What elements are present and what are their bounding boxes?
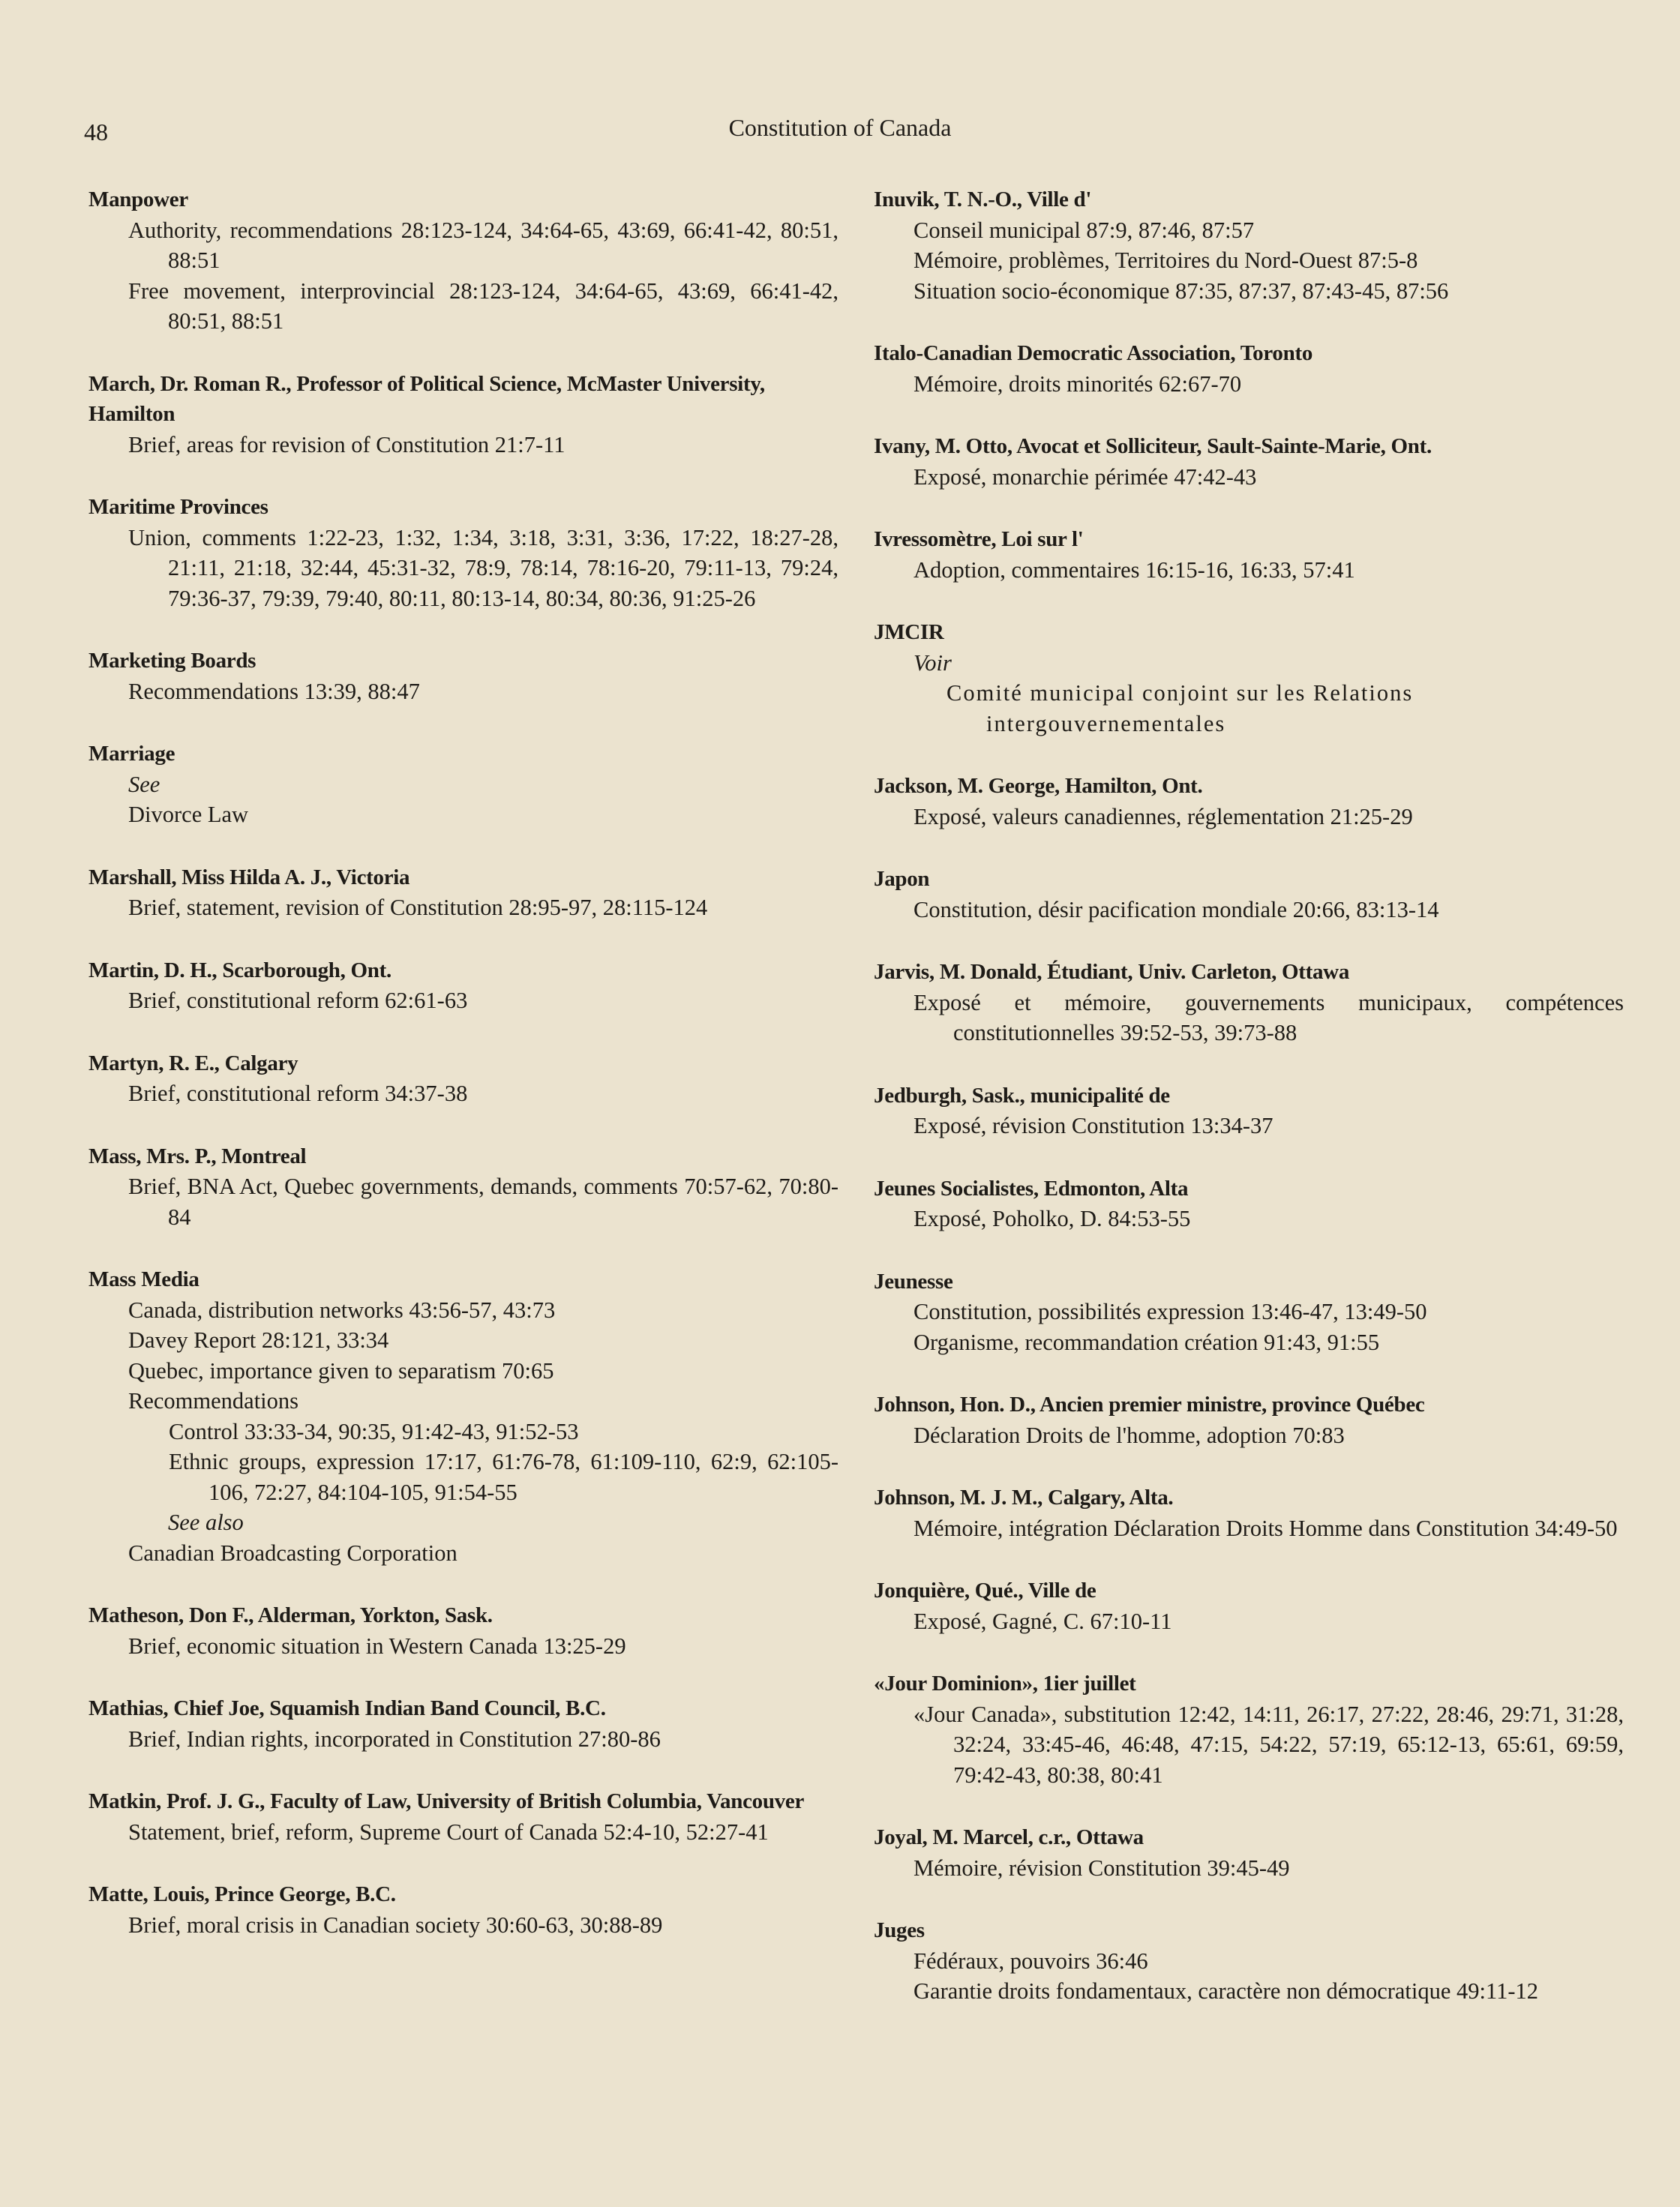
entry-subentry: Free movement, interprovincial 28:123-124, 34:64-65, 43:69, 66:41-42, 80:51, 88:51 bbox=[128, 277, 838, 334]
entry-subentry: Déclaration Droits de l'homme, adoption 70:83 bbox=[914, 1422, 1345, 1448]
index-entry bbox=[874, 1483, 1624, 1543]
entry-heading: Italo-Canadian Democratic Association, Toronto bbox=[874, 341, 1313, 365]
index-entry bbox=[88, 646, 838, 706]
entry-subentry: Exposé, révision Constitution 13:34-37 bbox=[914, 1113, 1274, 1138]
entry-heading: Maritime Provinces bbox=[88, 495, 268, 519]
index-entry bbox=[874, 184, 1624, 306]
entry-heading: Jackson, M. George, Hamilton, Ont. bbox=[874, 774, 1203, 798]
entry-heading: Marketing Boards bbox=[88, 649, 256, 673]
entry-subentry: Quebec, importance given to separatism 70:65 bbox=[128, 1357, 554, 1384]
entry-heading: Jonquière, Qué., Ville de bbox=[874, 1579, 1096, 1603]
index-entry bbox=[88, 1600, 838, 1661]
entry-subentry: Statement, brief, reform, Supreme Court of Canada 52:4-10, 52:27-41 bbox=[128, 1819, 769, 1845]
entry-subentry: Exposé, valeurs canadiennes, réglementation 21:25-29 bbox=[914, 803, 1413, 829]
entry-subentry: Garantie droits fondamentaux, caractère non démocratique 49:11-12 bbox=[914, 1978, 1539, 2004]
index-entry bbox=[874, 1915, 1624, 2007]
index-entry bbox=[874, 771, 1624, 832]
entry-subentry: Recommendations bbox=[128, 1388, 299, 1414]
right-column bbox=[874, 184, 1624, 2039]
index-entry bbox=[874, 1081, 1624, 1141]
entry-subentry: Constitution, possibilités expression 13:46-47, 13:49-50 bbox=[914, 1299, 1427, 1324]
entry-heading: Ivressomètre, Loi sur l' bbox=[874, 527, 1084, 551]
index-entry bbox=[874, 1174, 1624, 1234]
entry-subentry: Constitution, désir pacification mondiale 20:66, 83:13-14 bbox=[914, 896, 1439, 922]
index-entry bbox=[874, 1669, 1624, 1790]
entry-subentry: Davey Report 28:121, 33:34 bbox=[128, 1327, 389, 1353]
entry-heading: Manpower bbox=[88, 187, 188, 211]
entry-heading: Joyal, M. Marcel, c.r., Ottawa bbox=[874, 1825, 1144, 1849]
entry-subentry: «Jour Canada», substitution 12:42, 14:11, 26:17, 27:22, 28:46, 29:71, 31:28, 32:24, 33:45-46, 46:48, 47:15, 54:22, 57:19, 65:12-13, 65:61, 69:59, 79:42-43, 80:38, 80:41 bbox=[914, 1701, 1624, 1788]
entry-heading: Martin, D. H., Scarborough, Ont. bbox=[88, 958, 392, 982]
index-entry bbox=[88, 1693, 838, 1754]
entry-heading: Marriage bbox=[88, 742, 176, 766]
index-entry bbox=[88, 492, 838, 613]
entry-subentry: Brief, moral crisis in Canadian society 30:60-63, 30:88-89 bbox=[128, 1912, 663, 1938]
index-entry bbox=[874, 338, 1624, 399]
entry-subentry: Recommendations 13:39, 88:47 bbox=[128, 678, 420, 704]
entry-heading: Juges bbox=[874, 1918, 925, 1942]
entry-heading: March, Dr. Roman R., Professor of Political Science, McMaster University, Hamilton bbox=[88, 371, 765, 426]
entry-subentry: Mémoire, problèmes, Territoires du Nord-Ouest 87:5-8 bbox=[914, 247, 1418, 273]
entry-subentry: Mémoire, droits minorités 62:67-70 bbox=[914, 370, 1242, 397]
see-reference: Voir bbox=[914, 649, 952, 676]
entry-heading: Matkin, Prof. J. G., Faculty of Law, University of British Columbia, Vancouver bbox=[88, 1789, 805, 1813]
entry-heading: Jedburgh, Sask., municipalité de bbox=[874, 1083, 1170, 1108]
entry-subentry: Exposé, monarchie périmée 47:42-43 bbox=[914, 463, 1257, 490]
entry-subentry: Brief, constitutional reform 34:37-38 bbox=[128, 1081, 468, 1106]
index-entry bbox=[874, 864, 1624, 925]
entry-heading: Marshall, Miss Hilda A. J., Victoria bbox=[88, 865, 410, 889]
index-entry bbox=[88, 1048, 838, 1109]
index-entry bbox=[874, 524, 1624, 585]
entry-heading: Jeunes Socialistes, Edmonton, Alta bbox=[874, 1176, 1189, 1201]
index-entry bbox=[88, 184, 838, 337]
entry-heading: Matheson, Don F., Alderman, Yorkton, Sask. bbox=[88, 1603, 493, 1627]
entry-heading: Mathias, Chief Joe, Squamish Indian Band Council, B.C. bbox=[88, 1696, 606, 1720]
entry-heading: Johnson, Hon. D., Ancien premier ministre, province Québec bbox=[874, 1393, 1425, 1417]
entry-subentry: Situation socio-économique 87:35, 87:37, 87:43-45, 87:56 bbox=[914, 277, 1449, 304]
entry-subentry: Exposé, Poholko, D. 84:53-55 bbox=[914, 1206, 1191, 1231]
entry-subentry: Brief, areas for revision of Constitution 21:7-11 bbox=[128, 431, 566, 457]
entry-subentry: Exposé, Gagné, C. 67:10-11 bbox=[914, 1608, 1172, 1634]
index-entry bbox=[88, 739, 838, 830]
entry-heading: Johnson, M. J. M., Calgary, Alta. bbox=[874, 1486, 1174, 1510]
entry-heading: Inuvik, T. N.-O., Ville d' bbox=[874, 187, 1092, 211]
entry-subentry: Fédéraux, pouvoirs 36:46 bbox=[914, 1948, 1148, 1974]
entry-heading: Martyn, R. E., Calgary bbox=[88, 1051, 298, 1075]
entry-subsubentry: Ethnic groups, expression 17:17, 61:76-78, 61:109-110, 62:9, 62:105-106, 72:27, 84:104-105, 91:54-55 bbox=[169, 1449, 838, 1505]
entry-heading: JMCIR bbox=[874, 620, 944, 644]
index-entry bbox=[88, 1141, 838, 1233]
entry-subentry: Mémoire, intégration Déclaration Droits Homme dans Constitution 34:49-50 bbox=[914, 1515, 1618, 1541]
entry-subentry: Exposé et mémoire, gouvernements municipaux, compétences constitutionnelles 39:52-53, 39:73-88 bbox=[914, 989, 1624, 1045]
index-entry bbox=[874, 1390, 1624, 1450]
entry-subsubentry: Control 33:33-34, 90:35, 91:42-43, 91:52-53 bbox=[169, 1418, 579, 1444]
index-entry bbox=[874, 1576, 1624, 1636]
index-entry bbox=[88, 369, 838, 460]
entry-subentry: Brief, statement, revision of Constitution 28:95-97, 28:115-124 bbox=[128, 895, 708, 920]
entry-subentry: Conseil municipal 87:9, 87:46, 87:57 bbox=[914, 217, 1255, 243]
index-entry bbox=[874, 617, 1624, 739]
entry-subentry: Canada, distribution networks 43:56-57, 43:73 bbox=[128, 1297, 556, 1323]
entry-heading: Jeunesse bbox=[874, 1269, 953, 1294]
index-entry bbox=[88, 1879, 838, 1940]
entry-heading: Matte, Louis, Prince George, B.C. bbox=[88, 1882, 396, 1906]
index-entry bbox=[88, 955, 838, 1016]
index-entry bbox=[88, 862, 838, 923]
entry-subentry: Brief, economic situation in Western Canada 13:25-29 bbox=[128, 1633, 626, 1659]
entry-subentry: Brief, Indian rights, incorporated in Constitution 27:80-86 bbox=[128, 1726, 661, 1752]
see-reference: See bbox=[128, 771, 160, 797]
entry-heading: Jarvis, M. Donald, Étudiant, Univ. Carleton, Ottawa bbox=[874, 960, 1350, 984]
entry-subentry: Authority, recommendations 28:123-124, 34:64-65, 43:69, 66:41-42, 80:51, 88:51 bbox=[128, 217, 838, 273]
entry-subentry: Brief, BNA Act, Quebec governments, demands, comments 70:57-62, 70:80-84 bbox=[128, 1174, 838, 1230]
index-entry bbox=[874, 1267, 1624, 1358]
entry-subentry: Adoption, commentaires 16:15-16, 16:33, 57:41 bbox=[914, 556, 1355, 583]
entry-subentry: Brief, constitutional reform 62:61-63 bbox=[128, 988, 468, 1013]
left-column bbox=[88, 184, 838, 1972]
see-target: Comité municipal conjoint sur les Relations intergouvernementales bbox=[946, 680, 1414, 736]
see-target: Divorce Law bbox=[128, 802, 249, 827]
index-entry bbox=[874, 957, 1624, 1048]
see-target: Canadian Broadcasting Corporation bbox=[128, 1540, 458, 1566]
see-also-reference: See also bbox=[168, 1510, 244, 1535]
index-entry bbox=[88, 1786, 838, 1847]
entry-subentry: Organisme, recommandation création 91:43, 91:55 bbox=[914, 1329, 1380, 1355]
running-title: Constitution of Canada bbox=[728, 114, 952, 141]
index-entry bbox=[874, 1822, 1624, 1883]
entry-subentry: Union, comments 1:22-23, 1:32, 1:34, 3:18, 3:31, 3:36, 17:22, 18:27-28, 21:11, 21:18, 32:44, 45:31-32, 78:9, 78:14, 78:16-20, 79:11-13, 79:24, 79:36-37, 79:39, 79:40, 80:11, 80:13-14, 80:34, 80:36, 91:25-26 bbox=[128, 524, 838, 611]
index-entry bbox=[88, 1264, 838, 1568]
entry-heading: Mass, Mrs. P., Montreal bbox=[88, 1144, 307, 1168]
entry-subentry: Mémoire, révision Constitution 39:45-49 bbox=[914, 1855, 1290, 1881]
entry-heading: Mass Media bbox=[88, 1267, 200, 1291]
page-number: 48 bbox=[84, 118, 108, 145]
entry-heading: «Jour Dominion», 1ier juillet bbox=[874, 1672, 1136, 1696]
entry-heading: Japon bbox=[874, 867, 930, 891]
entry-heading: Ivany, M. Otto, Avocat et Solliciteur, Sault-Sainte-Marie, Ont. bbox=[874, 434, 1432, 458]
index-entry bbox=[874, 431, 1624, 492]
